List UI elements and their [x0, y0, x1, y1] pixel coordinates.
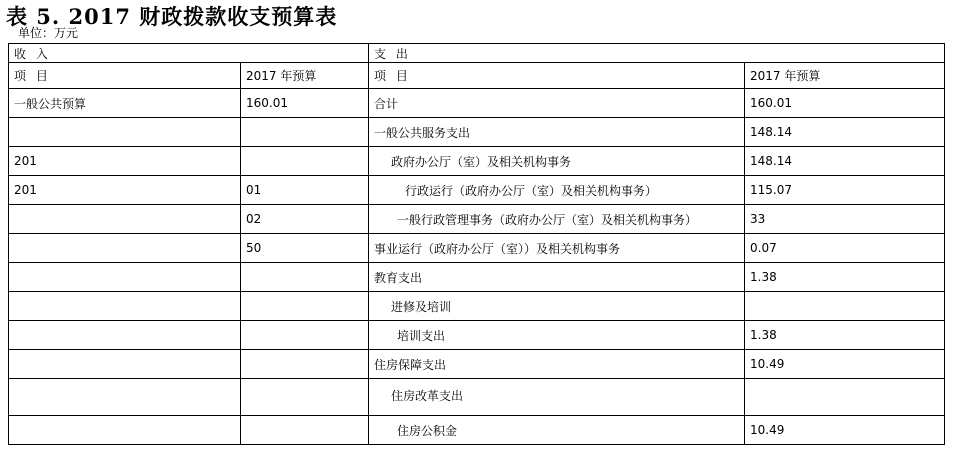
income-item-header: 项 目 — [9, 63, 241, 89]
income-budget-cell: 50 — [241, 234, 369, 263]
table-row — [9, 416, 945, 445]
table-row — [9, 263, 945, 292]
expense-item-cell: 培训支出 — [369, 321, 745, 350]
income-budget-cell — [241, 147, 369, 176]
income-item-cell: 201 — [9, 176, 241, 205]
expense-item-header: 项 目 — [369, 63, 745, 89]
income-budget-cell: 160.01 — [241, 89, 369, 118]
income-budget-cell — [241, 321, 369, 350]
group-header-row — [9, 44, 945, 63]
expense-budget-cell: 1.38 — [745, 321, 945, 350]
unit-label: 单位：万元 — [18, 26, 79, 40]
column-header-row — [9, 63, 945, 89]
expense-item-cell: 事业运行（政府办公厅（室））及相关机构事务 — [369, 234, 745, 263]
income-budget-cell — [241, 263, 369, 292]
table-row — [9, 379, 945, 416]
expense-item-cell: 住房保障支出 — [369, 350, 745, 379]
table-row — [9, 89, 945, 118]
expense-budget-cell: 10.49 — [745, 350, 945, 379]
expense-item-cell: 进修及培训 — [369, 292, 745, 321]
expense-item-cell: 住房改革支出 — [369, 379, 745, 416]
table-row — [9, 118, 945, 147]
expense-budget-cell: 115.07 — [745, 176, 945, 205]
expense-budget-cell: 160.01 — [745, 89, 945, 118]
expense-budget-cell: 1.38 — [745, 263, 945, 292]
income-item-cell — [9, 321, 241, 350]
income-item-cell — [9, 234, 241, 263]
expense-item-cell: 政府办公厅（室）及相关机构事务 — [369, 147, 745, 176]
income-budget-cell — [241, 292, 369, 321]
table-row — [9, 350, 945, 379]
table-row — [9, 147, 945, 176]
income-budget-cell: 01 — [241, 176, 369, 205]
income-budget-cell — [241, 118, 369, 147]
expense-item-cell: 合计 — [369, 89, 745, 118]
income-group-header: 收 入 — [9, 44, 369, 63]
table-row — [9, 292, 945, 321]
expense-group-header: 支 出 — [369, 44, 945, 63]
table-row — [9, 234, 945, 263]
income-item-cell — [9, 118, 241, 147]
table-row — [9, 321, 945, 350]
expense-budget-cell: 0.07 — [745, 234, 945, 263]
income-item-cell: 201 — [9, 147, 241, 176]
table-row — [9, 205, 945, 234]
income-budget-cell — [241, 379, 369, 416]
expense-budget-header: 2017 年预算 — [745, 63, 945, 89]
income-item-cell — [9, 350, 241, 379]
expense-budget-cell — [745, 292, 945, 321]
income-item-cell — [9, 379, 241, 416]
income-budget-cell: 02 — [241, 205, 369, 234]
expense-item-cell: 行政运行（政府办公厅（室）及相关机构事务） — [369, 176, 745, 205]
expense-item-cell: 一般公共服务支出 — [369, 118, 745, 147]
page-title: 表 5. 2017 财政拨款收支预算表 — [6, 4, 338, 29]
expense-budget-cell: 148.14 — [745, 147, 945, 176]
expense-budget-cell: 10.49 — [745, 416, 945, 445]
income-budget-header: 2017 年预算 — [241, 63, 369, 89]
income-item-cell: 一般公共预算 — [9, 89, 241, 118]
expense-budget-cell: 33 — [745, 205, 945, 234]
income-item-cell — [9, 292, 241, 321]
expense-item-cell: 一般行政管理事务（政府办公厅（室）及相关机构事务） — [369, 205, 745, 234]
expense-budget-cell: 148.14 — [745, 118, 945, 147]
income-item-cell — [9, 205, 241, 234]
income-item-cell — [9, 416, 241, 445]
income-budget-cell — [241, 416, 369, 445]
table-row — [9, 176, 945, 205]
income-item-cell — [9, 263, 241, 292]
expense-item-cell: 住房公积金 — [369, 416, 745, 445]
expense-budget-cell — [745, 379, 945, 416]
income-budget-cell — [241, 350, 369, 379]
expense-item-cell: 教育支出 — [369, 263, 745, 292]
budget-table — [8, 43, 945, 445]
